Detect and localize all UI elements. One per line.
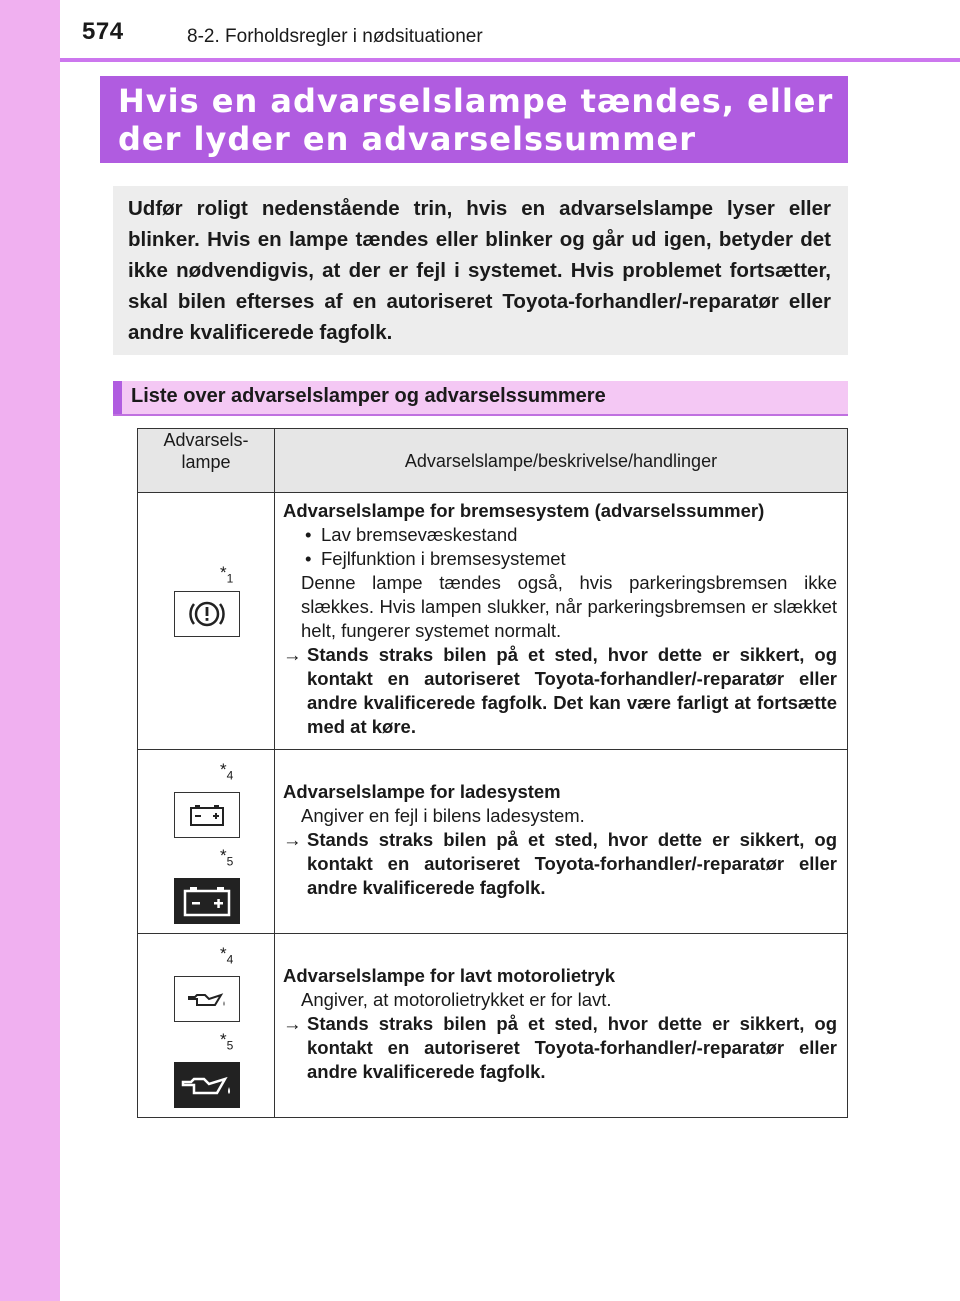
- column-header-description: Advarselslampe/beskrivelse/handlinger: [275, 429, 848, 493]
- page-number: 574: [82, 18, 124, 45]
- list-item: • Fejlfunktion i bremsesystemet: [305, 548, 566, 569]
- oil-can-icon: [174, 976, 240, 1022]
- footnote-marker: $*_4$: [220, 760, 234, 783]
- lamp-title: Advarselslampe for ladesystem: [283, 780, 561, 802]
- action-instruction: [283, 828, 837, 900]
- table-row: [138, 934, 848, 1118]
- lamp-title: Advarselslampe for lavt motorolietryk: [283, 964, 616, 986]
- lamp-description: Denne lampe tændes også, hvis parkeringsbremsen ikke slækkes. Hvis lampen slukker, når parkeringsbremsen er slækket helt, fungerer systemet normalt.: [301, 572, 837, 641]
- footnote-marker: $*_4$: [220, 944, 234, 967]
- icon-cell: [138, 934, 275, 1118]
- page-title: Hvis en advarselslampe tændes, eller der lyder en advarselssummer: [118, 82, 834, 158]
- side-color-strip: [0, 0, 60, 1301]
- bullet-text: Fejlfunktion i bremsesystemet: [321, 548, 566, 569]
- bullet-text: Lav bremsevæskestand: [321, 524, 518, 545]
- footnote-marker: $*_5$: [220, 846, 234, 869]
- footnote-marker: $*_5$: [220, 1030, 234, 1053]
- subheading-text: Liste over advarselslamper og advarselssummere: [131, 385, 606, 407]
- action-text: Stands straks bilen på et sted, hvor dette er sikkert, og kontakt en autoriseret Toyota-forhandler/-reparatør eller andre kvalificerede fagfolk. Det kan være farligt at fortsætte med at køre.: [307, 644, 837, 737]
- brake-warning-icon: [174, 591, 240, 637]
- list-item: • Lav bremsevæskestand: [305, 524, 518, 545]
- action-text: Stands straks bilen på et sted, hvor dette er sikkert, og kontakt en autoriseret Toyota-forhandler/-reparatør eller andre kvalificerede fagfolk.: [307, 1012, 837, 1082]
- table-row: [138, 493, 848, 750]
- intro-text: Udfør roligt nedenstående trin, hvis en advarselslampe lyser eller blinker. Hvis en lampe tændes eller blinker og går ud igen, betyder det ikke nødvendigvis, at der er fejl i systemet. Hvis problemet fortsætter, skal bilen efterses af en autoriseret Toyota-forhandler/-reparatør eller andre kvalificerede fagfolk.: [128, 197, 831, 344]
- description-cell: [275, 934, 848, 1118]
- subheading-accent: [113, 381, 122, 414]
- title-banner: [100, 76, 848, 163]
- arrow-icon: →: [283, 644, 302, 665]
- arrow-icon: →: [283, 1012, 302, 1034]
- intro-box: [113, 186, 848, 355]
- subheading-bar: [113, 381, 848, 416]
- action-instruction: [283, 643, 837, 739]
- icon-cell: [138, 750, 275, 934]
- footnote-marker: $*_1$: [220, 563, 234, 586]
- lamp-description: Angiver, at motorolietrykket er for lavt.: [301, 988, 612, 1010]
- battery-icon: [174, 792, 240, 838]
- description-cell: [275, 750, 848, 934]
- header-divider: [60, 58, 960, 62]
- description-cell: [275, 493, 848, 750]
- lamp-description: Angiver en fejl i bilens ladesystem.: [301, 804, 585, 826]
- section-reference: 8-2. Forholdsregler i nødsituationer: [187, 26, 483, 47]
- table-header-row: [138, 429, 848, 493]
- column-header-lamp: Advarsels- lampe: [138, 429, 275, 493]
- battery-icon-dark: [174, 878, 240, 924]
- arrow-icon: →: [283, 828, 302, 850]
- warning-lamp-table: [137, 428, 848, 1118]
- table-row: [138, 750, 848, 934]
- action-text: Stands straks bilen på et sted, hvor dette er sikkert, og kontakt en autoriseret Toyota-forhandler/-reparatør eller andre kvalificerede fagfolk.: [307, 828, 837, 898]
- lamp-title: Advarselslampe for bremsesystem (advarselssummer): [283, 500, 765, 521]
- icon-cell: [138, 493, 275, 750]
- action-instruction: [283, 1012, 837, 1084]
- oil-can-icon-dark: [174, 1062, 240, 1108]
